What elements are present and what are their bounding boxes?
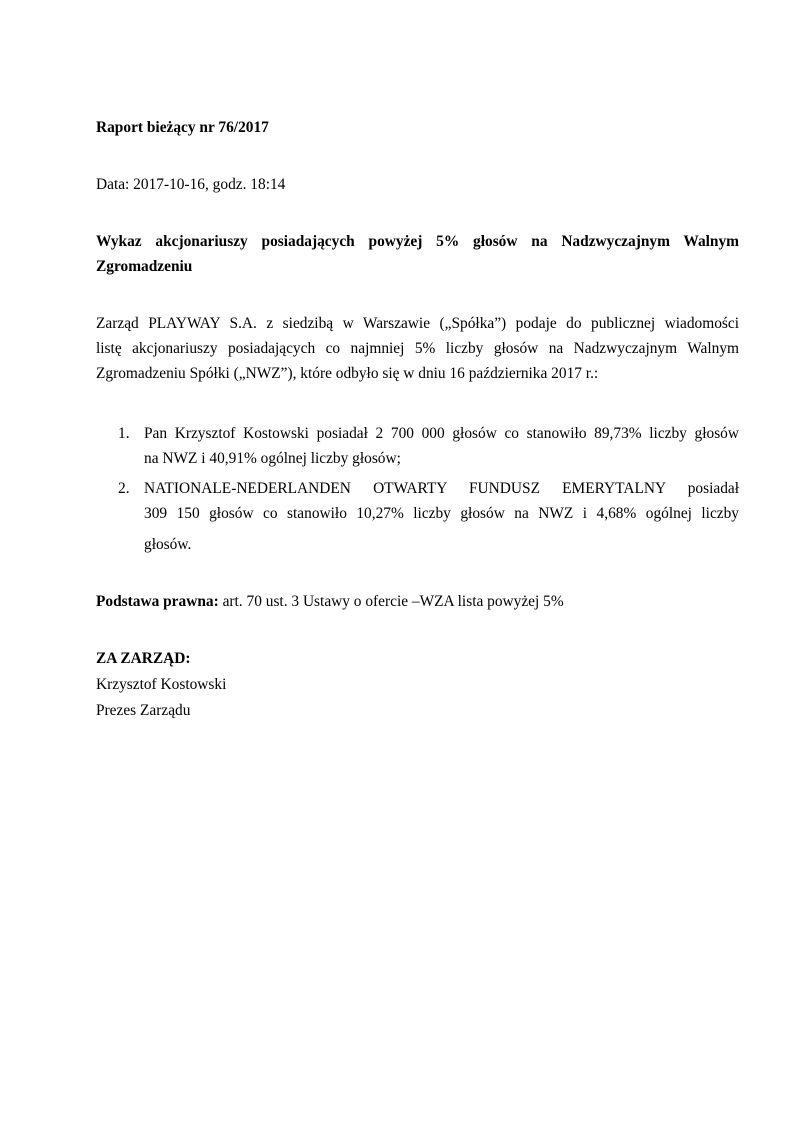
signature-heading: ZA ZARZĄD: <box>96 650 191 667</box>
list-item-line: na NWZ i 40,91% ogólnej liczby głosów; <box>144 450 401 467</box>
list-item-line: 309 150 głosów co stanowiło 10,27% liczby głosów na NWZ i 4,68% ogólnej liczby <box>144 505 739 522</box>
report-title: Raport bieżący nr 76/2017 <box>96 119 269 136</box>
signatory-name: Krzysztof Kostowski <box>96 676 227 693</box>
subject-line-1: Wykaz akcjonariuszy posiadających powyżej 5% głosów na Nadzwyczajnym Walnym <box>96 233 739 250</box>
legal-basis-label: Podstawa prawna: <box>96 593 219 610</box>
list-item-line: Pan Krzysztof Kostowski posiadał 2 700 000 głosów co stanowiło 89,73% liczby głosów <box>144 425 739 442</box>
list-item-line: NATIONALE-NEDERLANDEN OTWARTY FUNDUSZ EMERYTALNY posiadał <box>144 480 739 497</box>
body-line-2: listę akcjonariuszy posiadających co najmniej 5% liczby głosów na Nadzwyczajnym Walnym <box>96 340 739 357</box>
body-line-3: Zgromadzeniu Spółki („NWZ”), które odbyło się w dniu 16 października 2017 r.: <box>96 365 599 382</box>
subject-line-2: Zgromadzeniu <box>96 258 193 275</box>
legal-basis-text: art. 70 ust. 3 Ustawy o ofercie –WZA lista powyżej 5% <box>222 593 564 610</box>
signatory-role: Prezes Zarządu <box>96 702 191 719</box>
report-date: Data: 2017-10-16, godz. 18:14 <box>96 176 286 193</box>
list-number: 1. <box>118 425 130 442</box>
list-item-line: głosów. <box>144 536 192 553</box>
list-number: 2. <box>118 480 130 497</box>
body-line-1: Zarząd PLAYWAY S.A. z siedzibą w Warszawie („Spółka”) podaje do publicznej wiadomości <box>96 315 739 332</box>
legal-basis <box>96 592 564 612</box>
